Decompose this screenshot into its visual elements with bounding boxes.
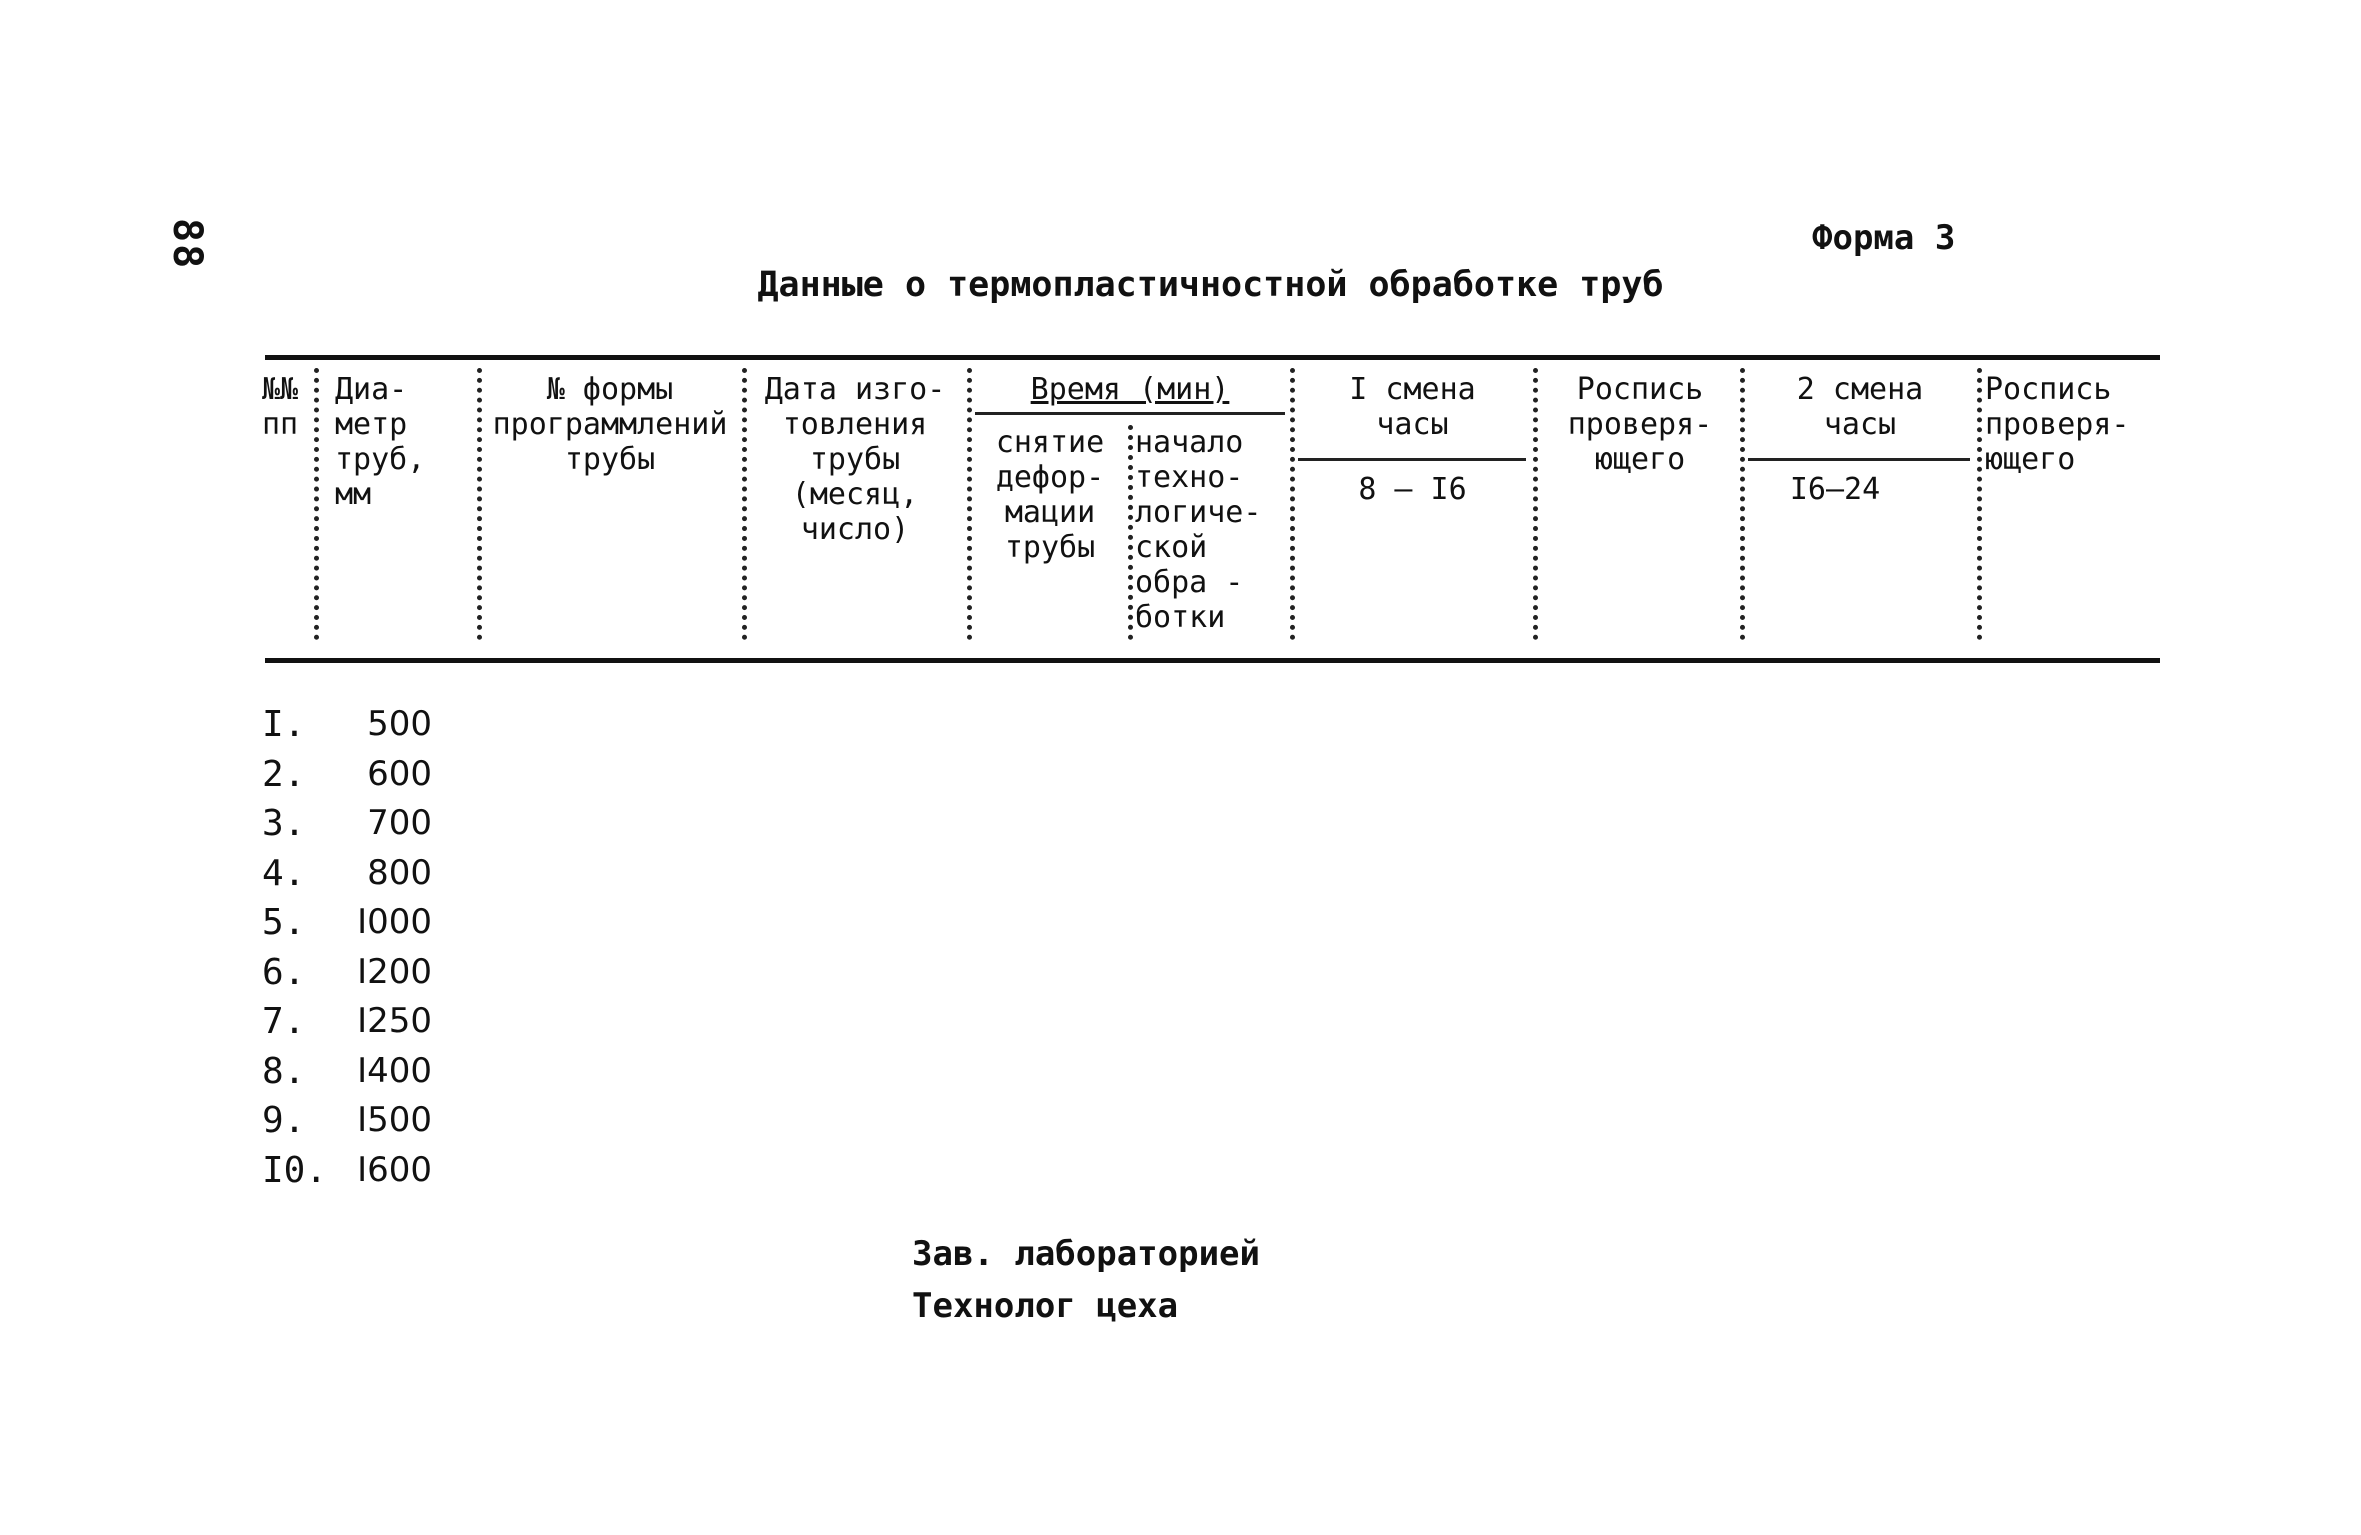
- column-separator: [1290, 368, 1295, 640]
- shift2-subheader-rule: [1748, 458, 1970, 461]
- header-shift1: I смена часы: [1349, 372, 1476, 442]
- table-row: [262, 1047, 432, 1097]
- header-shift1-hours: 8 – I6: [1358, 472, 1467, 507]
- row-diameter: I500: [357, 1100, 432, 1140]
- table-row: [262, 700, 432, 750]
- document-title: Данные о термопластичностной обработке труб: [757, 265, 1664, 305]
- table-top-rule: [265, 355, 2160, 360]
- form-label: Форма 3: [1812, 218, 1956, 258]
- row-diameter: 800: [367, 852, 432, 893]
- table-row: [262, 849, 432, 899]
- table-row: [262, 799, 432, 849]
- header-shift2-hours: I6–24: [1789, 472, 1881, 507]
- row-number: I0.: [262, 1149, 328, 1191]
- column-separator: [742, 368, 747, 640]
- table-row: [262, 898, 432, 948]
- row-number: 7.: [262, 1001, 306, 1042]
- row-number: I.: [262, 704, 306, 745]
- row-diameter: I600: [357, 1149, 432, 1190]
- row-diameter: I200: [357, 951, 432, 992]
- header-manufacture-date: Дата изго- товления трубы (месяц, число): [764, 372, 946, 547]
- column-separator: [1128, 425, 1133, 640]
- row-number: 8.: [262, 1050, 306, 1092]
- header-signature1: Роспись проверя- ющего: [1567, 372, 1713, 477]
- row-diameter: I000: [357, 902, 432, 942]
- header-time-group: Время (мин): [1030, 372, 1230, 407]
- column-separator: [967, 368, 972, 640]
- pipe-rows: [262, 700, 432, 1195]
- header-diameter: Диа- метр труб, мм: [335, 372, 426, 512]
- table-row: [262, 750, 432, 800]
- signature-lab-head: Зав. лабораторией: [912, 1234, 1260, 1274]
- row-number: 2.: [262, 753, 306, 795]
- table-row: [262, 997, 432, 1047]
- header-time-deformation: снятие дефор- мации трубы: [995, 425, 1105, 565]
- signature-technologist: Технолог цеха: [912, 1286, 1179, 1326]
- table-row: [262, 948, 432, 998]
- column-separator: [314, 368, 319, 640]
- column-separator: [1977, 368, 1982, 640]
- row-diameter: 500: [367, 704, 432, 744]
- row-number: 9.: [262, 1100, 306, 1141]
- column-separator: [477, 368, 482, 640]
- time-subheader-rule: [975, 412, 1285, 415]
- header-shift2: 2 смена часы: [1796, 372, 1924, 442]
- row-diameter: I250: [357, 1001, 432, 1041]
- page-number: 88: [164, 218, 210, 271]
- row-diameter: I400: [357, 1050, 432, 1091]
- row-number: 5.: [262, 902, 306, 943]
- header-time-processing: начало техно- логиче- ской обра - ботки: [1135, 425, 1262, 635]
- table-row: [262, 1096, 432, 1146]
- signature-block: [912, 1228, 1260, 1332]
- header-form-number: № формы программлений трубы: [492, 372, 728, 477]
- row-diameter: 700: [367, 803, 432, 843]
- row-number: 4.: [262, 852, 306, 894]
- shift1-subheader-rule: [1298, 458, 1526, 461]
- column-separator: [1740, 368, 1745, 640]
- row-number: 6.: [262, 951, 306, 993]
- header-signature2: Роспись проверя- ющего: [1985, 372, 2130, 477]
- header-num: №№ пп: [262, 372, 299, 442]
- row-diameter: 600: [367, 753, 432, 794]
- table-row: [262, 1146, 432, 1196]
- column-separator: [1533, 368, 1538, 640]
- table-header-bottom-rule: [265, 658, 2160, 663]
- row-number: 3.: [262, 803, 306, 844]
